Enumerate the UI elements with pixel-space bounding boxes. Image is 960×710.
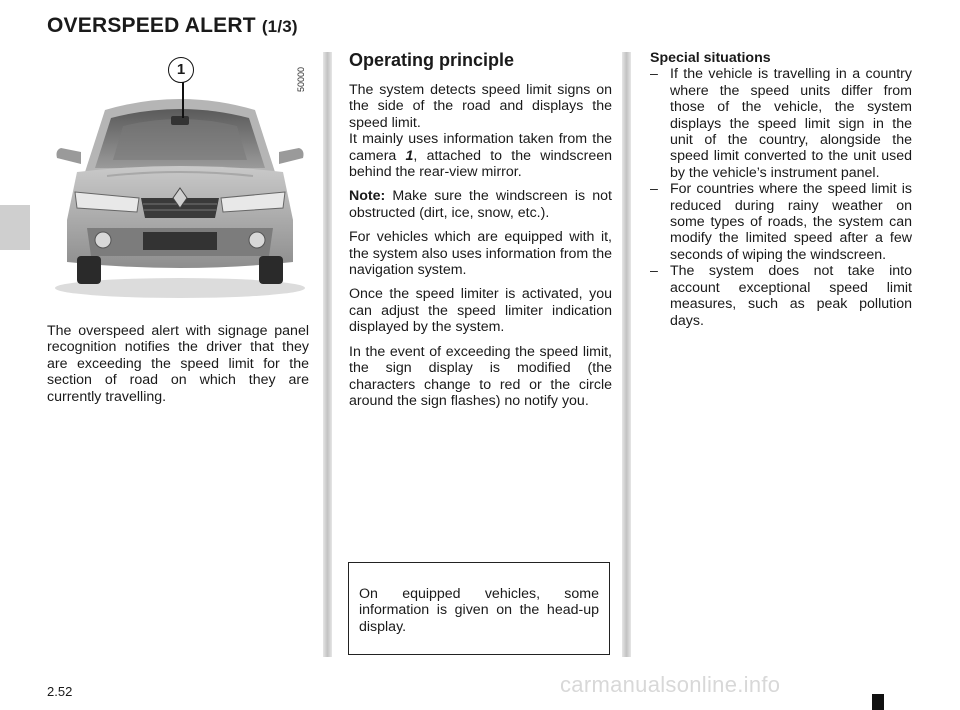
column-divider-left: [323, 52, 332, 657]
corner-mark: [872, 694, 884, 710]
paragraph-navigation: For vehicles which are equipped with it, the system also uses information from the navigation system.: [349, 229, 612, 279]
special-situations-list: [650, 66, 912, 329]
head-up-display-note-box: [348, 562, 610, 655]
paragraph-limiter: Once the speed limiter is activated, you can adjust the speed limiter indication displayed by the system.: [349, 286, 612, 336]
page-title: OVERSPEED ALERT (1/3): [47, 14, 298, 37]
watermark-text: carmanualsonline.info: [560, 672, 781, 697]
operating-principle-section: [349, 50, 612, 417]
car-front-illustration: [47, 52, 313, 314]
paragraph-camera: It mainly uses information taken from the camera 1, attached to the windscreen behind the rear-view mirror.: [349, 131, 612, 181]
page-number: 2.52: [47, 684, 73, 699]
camera-ref: 1: [405, 147, 414, 164]
note-paragraph: Note: Make sure the windscreen is not obstructed (dirt, ice, snow, etc.).: [349, 188, 612, 221]
intro-paragraph: The overspeed alert with signage panel recognition notifies the driver that they are exceeding the speed limit for the section of road on which they are currently travelling.: [47, 323, 309, 405]
camera-callout-leader: [182, 82, 184, 118]
figure-code: 50000: [296, 66, 306, 92]
paragraph-detects: The system detects speed limit signs on the side of the road and displays the speed limit.: [349, 82, 612, 131]
list-item: – If the vehicle is travelling in a country where the speed units differ from those of the vehicle, the system displays the speed limit sign in the unit of the country, alongside the speed limit converted to the unit used by the vehicle’s instrument panel.: [650, 66, 912, 181]
operating-principle-heading: Operating principle: [349, 50, 515, 70]
list-item: – The system does not take into account exceptional speed limit measures, such as peak pollution days.: [650, 263, 912, 329]
list-item: – For countries where the speed limit is reduced during rainy weather on some types of roads, the system can modify the limited speed after a few seconds of wiping the windscreen.: [650, 181, 912, 263]
special-situations-heading: Special situations: [650, 50, 771, 66]
column-divider-right: [622, 52, 631, 657]
paragraph-exceeding: In the event of exceeding the speed limit, the sign display is modified (the characters change to red or the circle around the sign flashes) no notify you.: [349, 343, 612, 409]
section-tab-marker: [0, 205, 30, 250]
note-label: Note:: [349, 188, 386, 205]
hud-note-text: On equipped vehicles, some information is given on the head-up display.: [359, 586, 599, 635]
camera-callout-1: 1: [168, 57, 194, 83]
special-situations-section: [650, 50, 912, 329]
